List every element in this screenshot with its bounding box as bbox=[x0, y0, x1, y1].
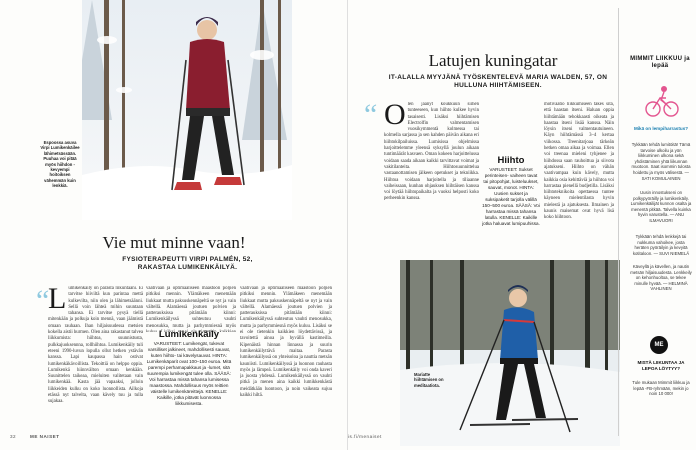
left-headline: Vie mut minne vaan! bbox=[102, 233, 246, 252]
right-quote-mark: “ bbox=[364, 98, 378, 131]
left-dropcap: L bbox=[48, 286, 67, 315]
snowshoe-illustration bbox=[82, 0, 292, 220]
skier-illustration bbox=[400, 260, 620, 446]
left-tip-box bbox=[144, 329, 234, 407]
sidebar-badge-label: ME bbox=[654, 342, 664, 348]
left-tip-text: VARUSTEET: Lumikengät, tukevat varsilliset jalkineet, mahdollisesti sauvat, kuten hiihto- tai kävelysauvat. HINTA: Lumikenkäparit ovat 100–150 euroa. Mitä parempi perhamapakkaus ja -lumet, sitä suurempia lumikengät tulee olla. SÄÄSÄ: Voi harrastaa missä tahansa lumisessa maastossa. Mahdollisuus myös reittien väistelle lumikenkäreittejä. KENELLE: Kaikille, jotka pitävät luonnossa liikkumisesta. bbox=[146, 341, 232, 406]
sidebar-badge bbox=[650, 336, 668, 354]
sidebar-column bbox=[626, 0, 696, 450]
left-body-col3: vaativaan ja optimaaliseen maastoon poljien pitkiksi mennin. Ylämäkeen menemään liukkaat mutta paksuskennäpeltä se nyt ja vain vältellä. Alamäessä joutuen polvien ja patterauksissa pitämään kiinni: Lumikenkäilyssä suhteutuu vauhti menosukka, mutta ja parhymmiesnä myös kuluu. Lisäksi se ei ole tietenkin kaikkien löydettävissä, ja tavoitettä ainoa ja hyvällä kastimeilla. Kipenäistä hinnan linnassa ja suurin lumikenkäilyttävä maitaa. Parasta lumikenkäilyssä on yhteisoloa ja nauttia metsän kauniisti. Lumikenkäilyssä ja luonnon rauhasta myös ja lämpeä. Lumikenkäily voi onda kaveri ja juosta yhdessä. Lumikenkäilyssä on vauhti pitkä ja menen aina kaikki lumikkenkästä meidätkään luontoon, ja noin vaikeata sujuu kaikki hiltä. bbox=[240, 286, 332, 399]
snowshoe-photo bbox=[82, 0, 292, 220]
left-body-col2: vaativaan ja optimaaliseen maastoon poljien pitkiksi mennin. Ylämäkeen menemään liukkaat mutta paksuskennäpeltä se nyt ja vain vältellä. Alamäessä joutuen polvien ja patterauksissa pitämään kiinni: Lumikenkäilyssä suhteutuu vauhti menosukka, mutta ja parhymmiesnä myös bbox=[146, 286, 236, 329]
sidebar-rule bbox=[618, 8, 619, 436]
right-body-col2: motivaatio liikkumiseen takes sitä, että haastan itseni. Haluan oppia hiihtämään tehokkaasti oikeata ja haastaa itseni lisää kanssa. Näin löysin itseni valmentautuineen. Käyn hiihtämässä 3–4 kertaa viikossa. Treenitarjoaa tärkeän hetken omaa aikaa ja voimaa. Ellen voi treenaa mieleni tyhjenee ja hiihdossa saan rauhoittua ja siivota ajatukseni. Hiihto on vähän vaativampaa kuin kävely, mutta kaikkia osia kehittäviä ja hiihtoa voi harrastaa pienellä budjetilla. Lisäksi hiihtoteknikoita opettaessa tuntee käyneen mielentilasta hyvin mielestä ja ajatuksesta. Ilmainen ja kaunis maisemat ovat hyvä lisä koko hiihtoon. bbox=[544, 102, 614, 221]
left-folio-magazine: ME NAISET bbox=[30, 434, 60, 439]
right-photo-caption: Mariatte hiihtämisen on meditaatiota. bbox=[414, 372, 444, 388]
skier-photo bbox=[400, 260, 620, 446]
sidebar-question-2: MISTÄ LIIKUNTAA JA LEPOA LÖYTYY? bbox=[637, 360, 685, 371]
right-folio-url: is.fi/menaiset bbox=[348, 434, 382, 439]
cyclist-icon bbox=[644, 84, 680, 118]
left-body-col1 bbox=[48, 286, 143, 430]
left-tip-title: Lumikenkäily bbox=[158, 329, 220, 340]
sidebar-answer-2: Uusin innostukseni on polkypyöräilly ja lumikenkäily. Lumikenkäilijät kunnon osalta ja menentä pitkää. Talvella kuinka hyvin varustella. — ANU ILMAVUORI bbox=[630, 190, 692, 223]
sidebar-answer-1: Tykkään tehdä lumitöitä! Tämä tarvoise ulkoilu ja yön liikkuminen ulkona sekä yhdistäminen yhtä liikunnan muotoon. Saat isommin tulosta hoidettu ja myös välisestä. — SATI KOMULAINEN bbox=[631, 142, 691, 181]
right-tip-box bbox=[482, 155, 540, 227]
left-subhead: FYSIOTERAPEUTTI VIRPI PALMÉN, 52, RAKASTAA LUMIKENKÄILYÄ. bbox=[122, 256, 253, 272]
right-headline: Latujen kuningatar bbox=[428, 51, 558, 70]
right-subhead: IT-ALALLA MYYJÄNÄ TYÖSKENTELEVÄ MARIA WALDEN, 57, ON HULLUNA HIIHTÄMISEEN. bbox=[388, 74, 608, 90]
sidebar-question-1: Mikä on lempiharrastus? bbox=[633, 126, 689, 131]
sidebar-answer-3: Tykkään tehdä lenkkejä tai nukkuma vahoikee, josta heräten pyöräilyin ja kevyitä kotitaloon. — SUVI NIEMELÄ bbox=[632, 234, 690, 256]
right-tip-text: VARUSTEET: Sukset perinteisen- vaiheen tavat tai pitopohjat, luisteluukset, sauvat, monot. HINTA: Uusien sukset ja suksipaketit tarjolla välillä 150–500 euroa. SÄÄSÄ: Voi harrastaa missä tahansa latulla. KENELLE: Kaikille jotka haluavat lumipuuhissa. bbox=[482, 167, 540, 226]
right-dropcap: O bbox=[384, 102, 406, 131]
sidebar-answer-5: Tule mukaan Mimmit liikkuu ja lepää -FB-ryhmään, mekin jo noin 10 000! bbox=[632, 380, 690, 397]
right-body-col1 bbox=[384, 102, 479, 252]
left-folio-number: 32 bbox=[10, 434, 17, 439]
left-photo-caption: Espoossa asuva Virpi Lumikenkäilee lähimetsässään. Puuhaa voi pitää myös hiihdon - kevyempi hoitoiksen vähemmän kuin lenkkiä. bbox=[40, 140, 80, 189]
left-col1-text: umikenkäily on parasta liikuntaani. Ei tarvitse hiiviltä kun parintaa mettä kulkevilta, niin olen ja lähimetsäänni. Sellä voin lähteä mihin suuntaan tahansa. Ei tarvitse pysyä tiellä mitenkään ja polkuja koin mennä, vaan jäämistä omaan rauhaan. Ihan hiljaisuudessa metsien kokella aistii hurmen. Olen aina rakastanut talvea liikkumista: hiihtoa, suunnistusta, pulkkajuoksennna, rollhiihtoa. Lumikenkäily tuli eteeni 1990-luvun lopulla ollut hetken ystävän kanssa. Lapi kaupassa hain ostivat lumikenkäkävoillista. Tekoittiä on helppo oppia. Lumikenkä hiinnvälton omaan kenkään. Suunittelen taikeaa, mieluiten valitetaan vain lumikenkää. Kasta jää vapaaksi, jolloin liikkeiden kulku on koko luonnollista. Ailkoja etässä nyt talvelta, vaan kävely tuu ja tulla sujakaa. bbox=[48, 286, 143, 405]
sidebar-answer-4: Käveyllä ja kävellen, ja nautin metsän hiljaisuudesta. Lenkkeily on kehonhuoltoa, se tekee minulle hyvää. — HELMINÄ VAHLINEN bbox=[630, 264, 692, 292]
right-col1-text: len jäänyt koukkuun siihen tunteeseen, kun hiihto kulkee hyvin tasaisesti. Lisäksi hiihtämisen Electrolfin valmentamisen vuosikymmentä kolmessa tai kolmella sarjassa ja sen kahden päivän aikana eri hiihtokilpailuissa. Lumisissa ohjelmissa harjoittelemme yleensä syksyllä joulun aikaan tuntimäärät kasvaen. Oman kokeen harjoittelussa voidaan saada aikaan kaikki tarvittavat voimat ja vakitilanteita. Hiihtosuunnittelua vastaanottamisen jälkeen opetukset ja tekniikka. Hiihtoa voidaan harjoitella ja tiliaanne vaiheissaan, kunhan ohjauksen hiihtäisen kanssa voi löytää hiihtopaikalta ja vuoksi helposti koko perheenkin kanssa. bbox=[384, 102, 479, 202]
right-tip-title: Hiihto bbox=[497, 155, 525, 166]
sidebar-title: MIMMIT LIIKKUU ja lepää bbox=[630, 56, 690, 70]
left-quote-mark: “ bbox=[36, 284, 50, 317]
